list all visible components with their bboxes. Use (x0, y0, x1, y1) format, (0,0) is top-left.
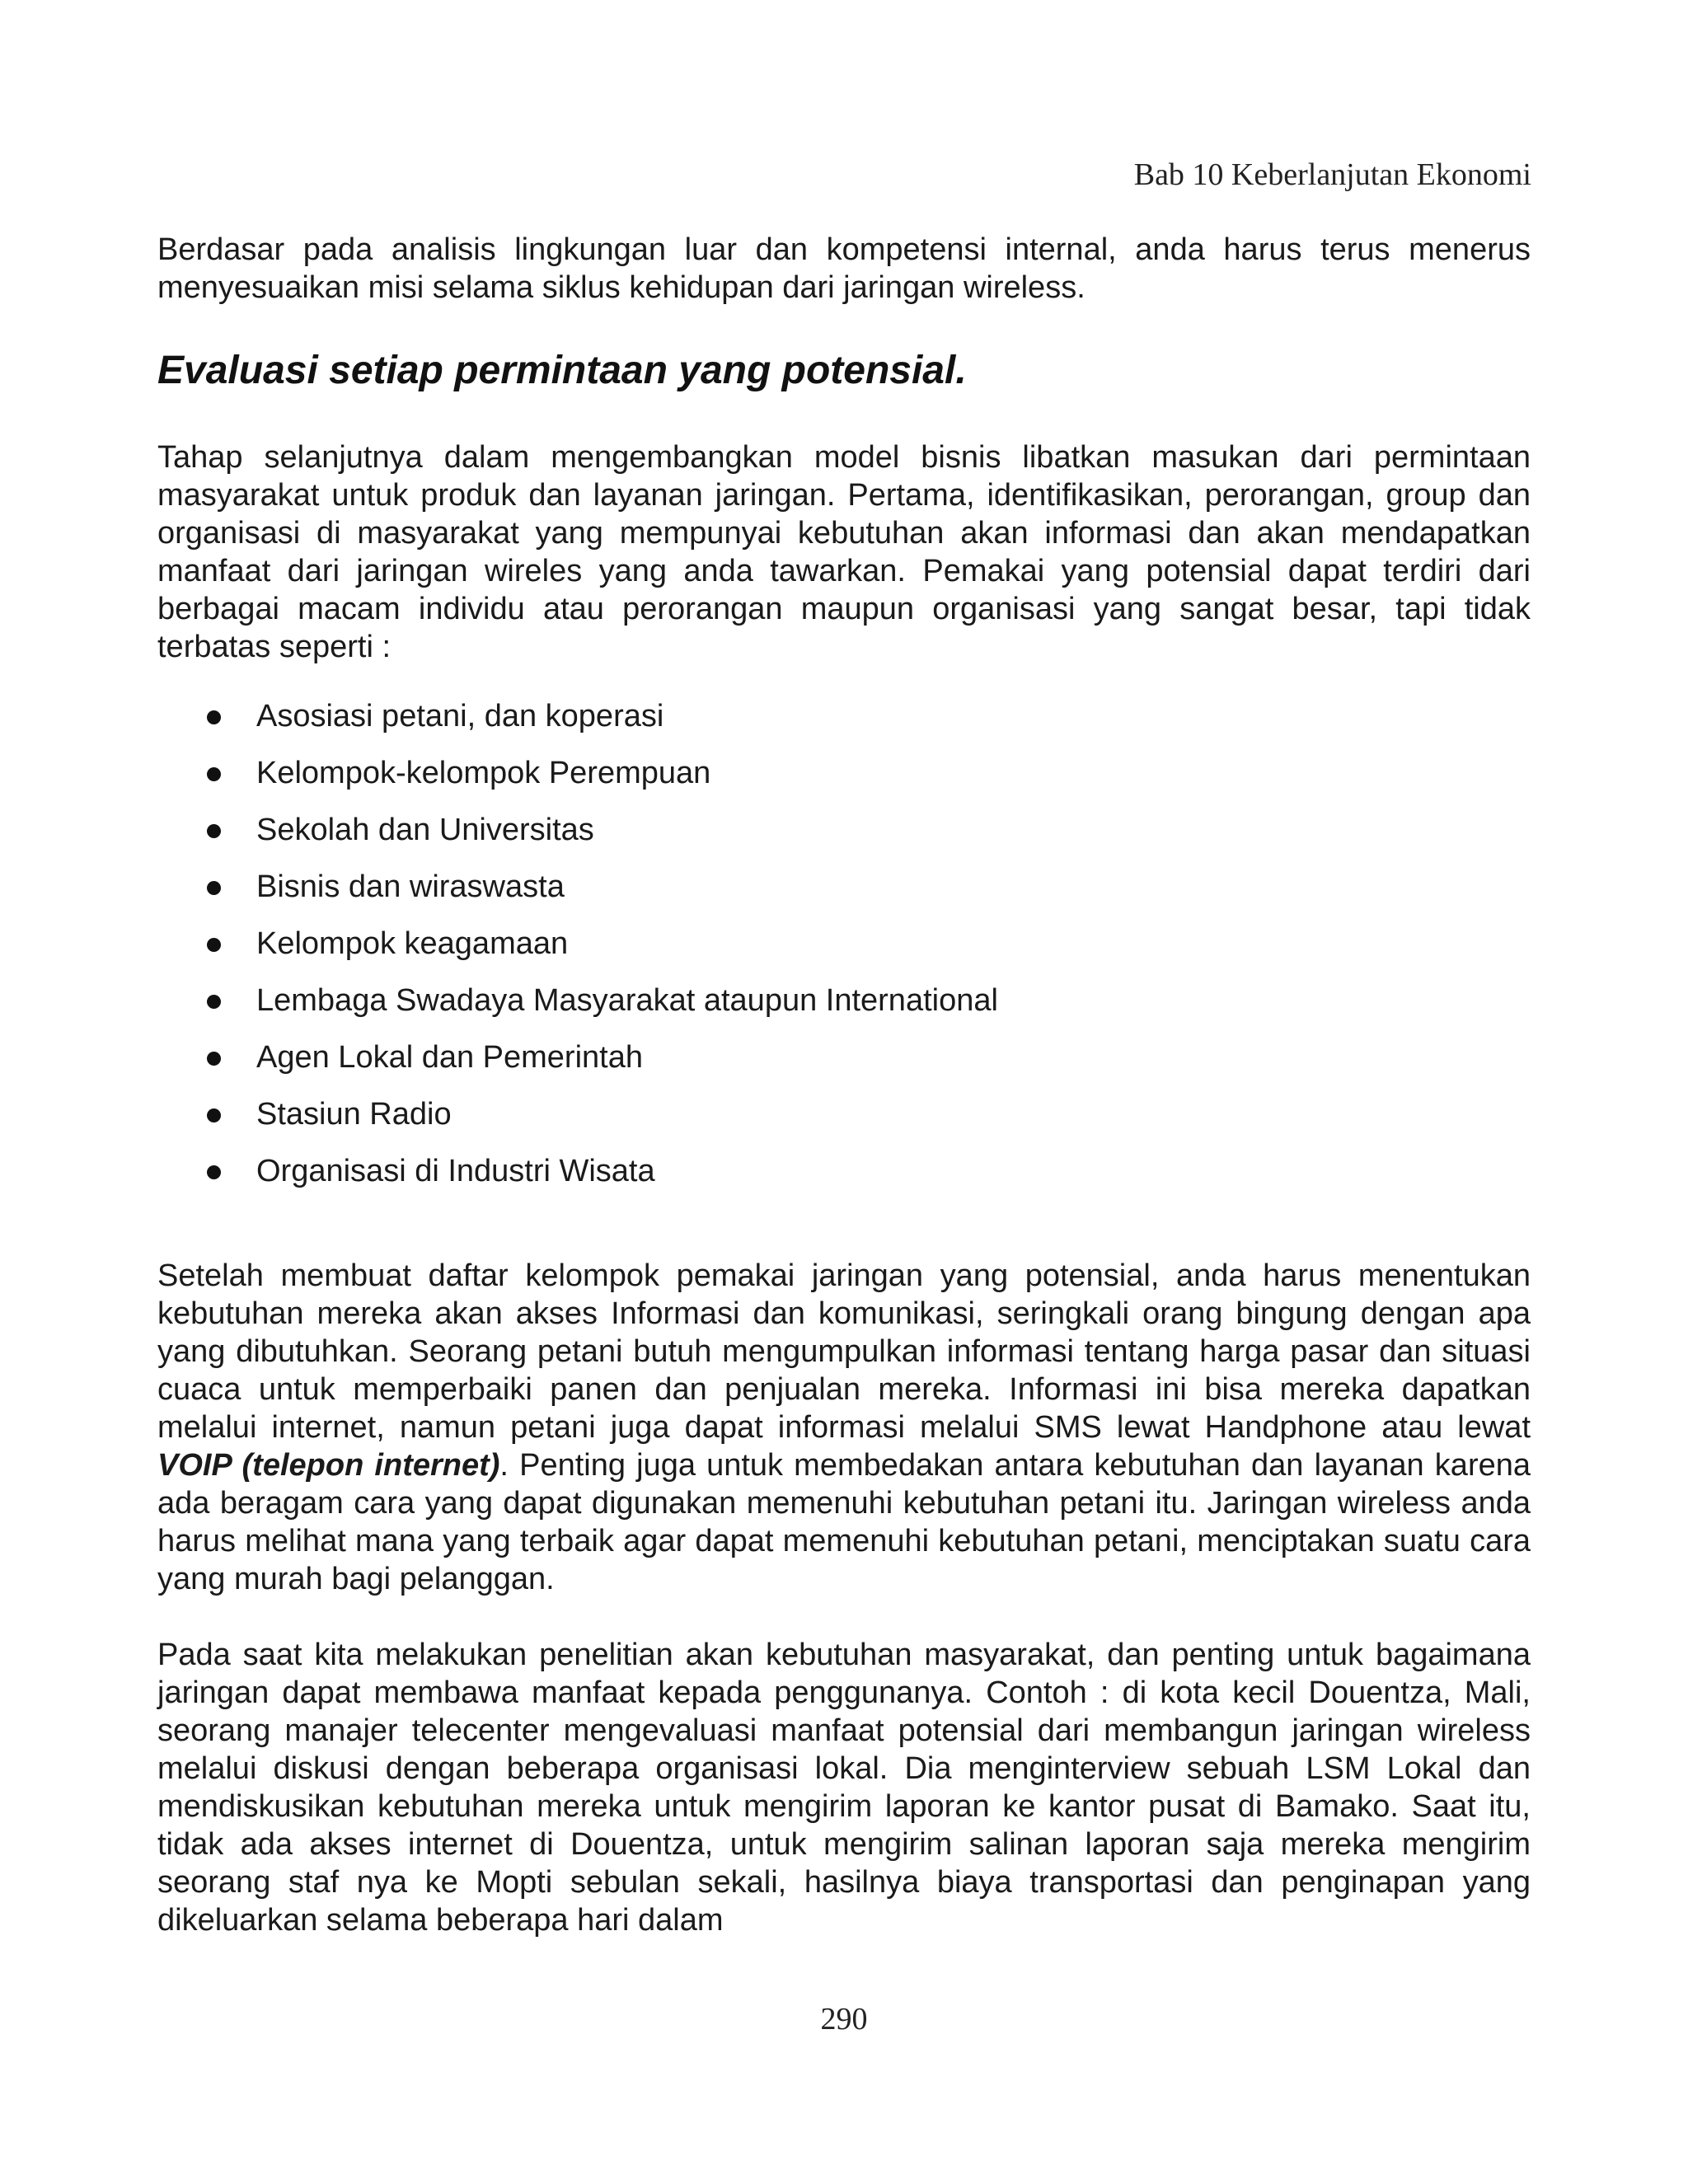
list-item (157, 868, 1531, 925)
list-item-text: Kelompok keagamaan (256, 926, 569, 961)
section-paragraph-3: Pada saat kita melakukan penelitian akan kebutuhan masyarakat, dan penting untuk bagaimana jaringan dapat membawa manfaat kepada penggunanya. Contoh : di kota kecil Douentza, Mali, seorang manajer telecenter mengevaluasi manfaat potensial dari membangun jaringan wireless melalui diskusi dengan beberapa organisasi lokal. Dia menginterview sebuah LSM Lokal dan mendiskusikan kebutuhan mereka untuk mengirim laporan ke kantor pusat di Bamako. Saat itu, tidak ada akses internet di Douentza, untuk mengirim salinan laporan saja mereka mengirim seorang staf nya ke Mopti sebulan sekali, hasilnya biaya transportasi dan penginapan yang dikeluarkan selama beberapa hari dalam (157, 1638, 1531, 1938)
paragraph-text: . Penting juga untuk membedakan antara kebutuhan dan layanan karena ada beragam cara yang dapat digunakan memenuhi kebutuhan petani itu. Jaringan wireless anda harus melihat mana yang terbaik agar dapat memenuhi kebutuhan petani, menciptakan suatu cara yang murah bagi pelanggan. (157, 1448, 1531, 1596)
bullet-icon (207, 938, 221, 952)
list-item (157, 1152, 1531, 1209)
list-item (157, 1095, 1531, 1152)
list-item-text: Asosiasi petani, dan koperasi (256, 699, 664, 733)
section-paragraph-2 (157, 1257, 1531, 1598)
bullet-icon (207, 1165, 221, 1179)
list-item (157, 811, 1531, 868)
running-header: Bab 10 Keberlanjutan Ekonomi (1133, 157, 1531, 192)
bullet-icon (207, 710, 221, 724)
intro-paragraph: Berdasar pada analisis lingkungan luar dan kompetensi internal, anda harus terus menerus menyesuaikan misi selama siklus kehidupan dari jaringan wireless. (157, 232, 1531, 305)
potential-users-list (157, 697, 1531, 1209)
bullet-icon (207, 995, 221, 1009)
paragraph-text: Setelah membuat daftar kelompok pemakai jaringan yang potensial, anda harus menentukan kebutuhan mereka akan akses Informasi dan komunikasi, seringkali orang bingung dengan apa yang dibutuhkan. Seorang petani butuh mengumpulkan informasi tentang harga pasar dan situasi cuaca untuk memperbaiki panen dan penjualan mereka. Informasi ini bisa mereka dapatkan melalui internet, namun petani juga dapat informasi melalui SMS lewat Handphone atau lewat (157, 1258, 1531, 1445)
bullet-icon (207, 824, 221, 838)
bullet-icon (207, 1052, 221, 1066)
list-item (157, 982, 1531, 1038)
bullet-icon (207, 881, 221, 895)
list-item-text: Sekolah dan Universitas (256, 813, 594, 847)
list-item (157, 925, 1531, 982)
page-number: 290 (820, 2002, 868, 2036)
list-item-text: Stasiun Radio (256, 1097, 452, 1132)
page-content (157, 231, 1531, 1939)
list-item (157, 1038, 1531, 1095)
section-paragraph-1: Tahap selanjutnya dalam mengembangkan model bisnis libatkan masukan dari permintaan masyarakat untuk produk dan layanan jaringan. Pertama, identifikasikan, perorangan, group dan organisasi di masyarakat yang mempunyai kebutuhan akan informasi dan akan mendapatkan manfaat dari jaringan wireles yang anda tawarkan. Pemakai yang potensial dapat terdiri dari berbagai macam individu atau perorangan maupun organisasi yang sangat besar, tapi tidak terbatas seperti : (157, 440, 1531, 664)
list-item-text: Organisasi di Industri Wisata (256, 1154, 655, 1188)
list-item-text: Kelompok-kelompok Perempuan (256, 756, 711, 790)
list-item-text: Agen Lokal dan Pemerintah (256, 1040, 643, 1075)
list-item-text: Bisnis dan wiraswasta (256, 869, 565, 904)
bullet-icon (207, 767, 221, 781)
bullet-icon (207, 1108, 221, 1122)
list-item (157, 754, 1531, 811)
section-heading: Evaluasi setiap permintaan yang potensial. (157, 349, 967, 392)
voip-emphasis: VOIP (telepon internet) (157, 1448, 500, 1483)
list-item (157, 697, 1531, 754)
list-item-text: Lembaga Swadaya Masyarakat ataupun International (256, 983, 998, 1018)
